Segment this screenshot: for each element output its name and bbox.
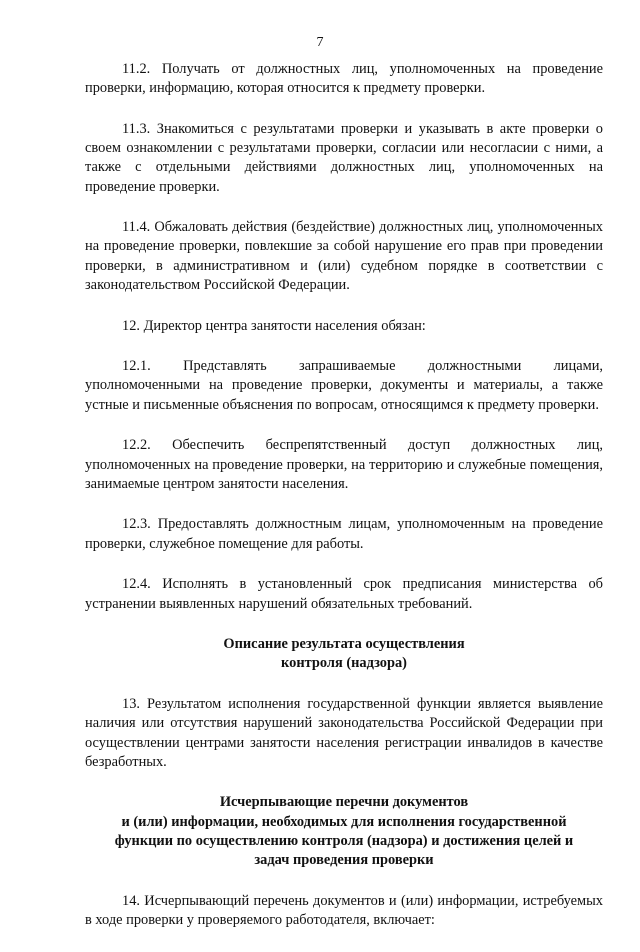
paragraph-12-1: 12.1. Представлять запрашиваемые должностными лицами, уполномоченными на проведение проверки, документы и материалы, а также устные и письменные объяснения по вопросам, относящимся к предмету проверки.	[85, 358, 603, 413]
paragraph-13: 13. Результатом исполнения государственной функции является выявление наличия или отсутствия нарушений законодательства Российской Федерации при осуществлении центрами занятости населения регистрации инвалидов в качестве безработных.	[85, 696, 603, 770]
paragraph-14: 14. Исчерпывающий перечень документов и (или) информации, истребуемых в ходе проверки у проверяемого работодателя, включает:	[85, 892, 603, 928]
paragraph-11-4: 11.4. Обжаловать действия (бездействие) должностных лиц, уполномоченных на проведение проверки, повлекшие за собой нарушение его прав при проведении проверки, в административном и (или) судебном порядке в соответствии с законодательством Российской Федерации.	[85, 219, 603, 293]
paragraph-11-2: 11.2. Получать от должностных лиц, уполномоченных на проведение проверки, информацию, которая относится к предмету проверки.	[85, 61, 603, 97]
paragraph-12-2: 12.2. Обеспечить беспрепятственный доступ должностных лиц, уполномоченных на проведение проверки, на территорию и служебные помещения, занимаемые центром занятости населения.	[85, 437, 603, 492]
page-number: 7	[316, 35, 324, 50]
document-body	[85, 60, 603, 952]
result-heading	[85, 635, 603, 673]
result-heading-line: Описание результата осуществления	[223, 636, 465, 653]
documents-heading-line: функции по осуществлению контроля (надзора) и достижения целей и	[114, 832, 574, 849]
result-heading-line: контроля (надзора)	[281, 655, 407, 672]
paragraph-11-3: 11.3. Знакомиться с результатами проверки и указывать в акте проверки о своем ознакомлении с результатами проверки, согласии или несогласии с ними, а также с отдельными действиями должностных лиц, уполномоченных на проведение проверки.	[85, 120, 603, 195]
paragraph-12-4: 12.4. Исполнять в установленный срок предписания министерства об устранении выявленных нарушений обязательных требований.	[85, 576, 603, 612]
paragraph-12-3: 12.3. Предоставлять должностным лицам, уполномоченным на проведение проверки, служебное помещение для работы.	[85, 516, 603, 552]
documents-heading-line: задач проведения проверки	[254, 852, 434, 869]
paragraph-12: 12. Директор центра занятости населения обязан:	[122, 317, 426, 334]
documents-heading-line: и (или) информации, необходимых для исполнения государственной	[121, 813, 567, 830]
documents-heading	[85, 793, 603, 870]
documents-heading-line: Исчерпывающие перечни документов	[219, 794, 469, 811]
